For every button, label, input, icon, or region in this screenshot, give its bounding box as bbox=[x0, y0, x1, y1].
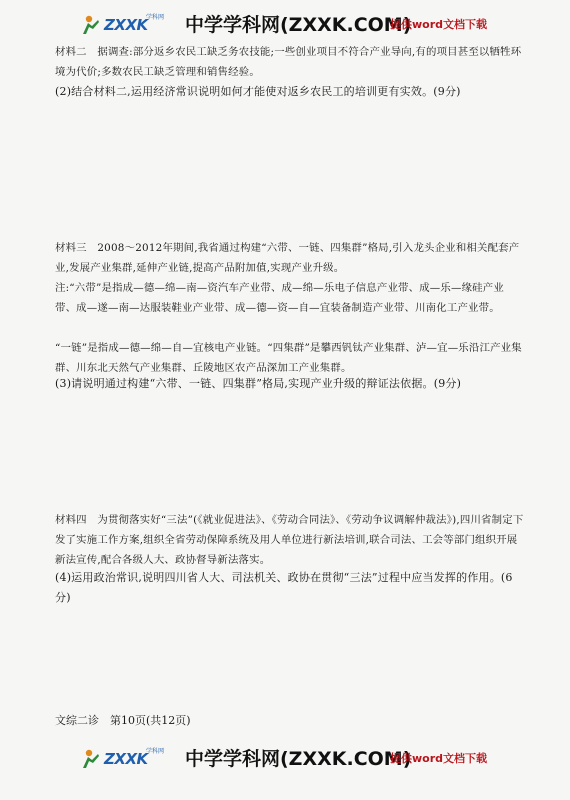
footer-site-title[interactable]: 中学学科网(ZXXK.COM) bbox=[185, 748, 412, 770]
question-3: (3)请说明通过构建“六带、一链、四集群”格局,实现产业升级的辩证法依据。(9分) bbox=[55, 377, 462, 390]
question-2: (2)结合材料二,运用经济常识说明如何才能使对返乡农民工的培训更有实效。(9分) bbox=[55, 85, 461, 98]
material-3-note-2: “一链”是指成—德—绵—自—宜核电产业链。“四集群”是攀西钒钛产业集群、泸—宜—乐沿江产业集群、川东北天然气产业集群、丘陵地区农产品深加工产业集群。 bbox=[55, 342, 522, 374]
logo-figure-icon bbox=[80, 14, 102, 36]
material-3-note-1: 注:“六带”是指成—德—绵—南—资汽车产业带、成—绵—乐电子信息产业带、成—乐—缘硅产业带、成—遂—南—达服装鞋业产业带、成—德—资—自—宜装备制造产业带、川南化工产业带。 bbox=[55, 282, 504, 314]
footer-site-logo[interactable] bbox=[80, 746, 172, 772]
site-title[interactable]: 中学学科网(ZXXK.COM) bbox=[185, 14, 412, 36]
page-number-info: 文综二诊 第10页(共12页) bbox=[55, 714, 191, 727]
site-header bbox=[0, 6, 570, 42]
material-4-text: 材料四 为贯彻落实好“三法”(《就业促进法》、《劳动合同法》、《劳动争议调解仲裁法》),四川省制定下发了实施工作方案,组织全省劳动保障系统及用人单位进行新法培训,联合司法、工会等部门组织开展新法宣传,配合各级人大、政协督导新法落实。 bbox=[55, 514, 524, 566]
logo-subtext: 学科网 bbox=[146, 748, 165, 755]
logo-subtext: 学科网 bbox=[146, 14, 165, 21]
logo-text: ZXXK bbox=[104, 750, 148, 768]
footer-download-word-link[interactable]: 提供word文档下载 bbox=[390, 752, 488, 765]
logo-figure-icon bbox=[80, 748, 102, 770]
download-word-link[interactable]: 提供word文档下载 bbox=[390, 18, 488, 31]
material-2-text: 材料二 据调查:部分返乡农民工缺乏务农技能;一些创业项目不符合产业导向,有的项目甚至以牺牲环境为代价;多数农民工缺乏管理和销售经验。 bbox=[55, 46, 522, 78]
logo-text: ZXXK bbox=[104, 16, 148, 34]
site-footer-banner bbox=[0, 740, 570, 776]
question-4: (4)运用政治常识,说明四川省人大、司法机关、政协在贯彻“三法”过程中应当发挥的作用。(6分) bbox=[55, 571, 513, 604]
material-3-text: 材料三 2008～2012年期间,我省通过构建“六带、一链、四集群”格局,引入龙头企业和相关配套产业,发展产业集群,延伸产业链,提高产品附加值,实现产业升级。 bbox=[55, 242, 520, 274]
site-logo[interactable] bbox=[80, 12, 172, 38]
